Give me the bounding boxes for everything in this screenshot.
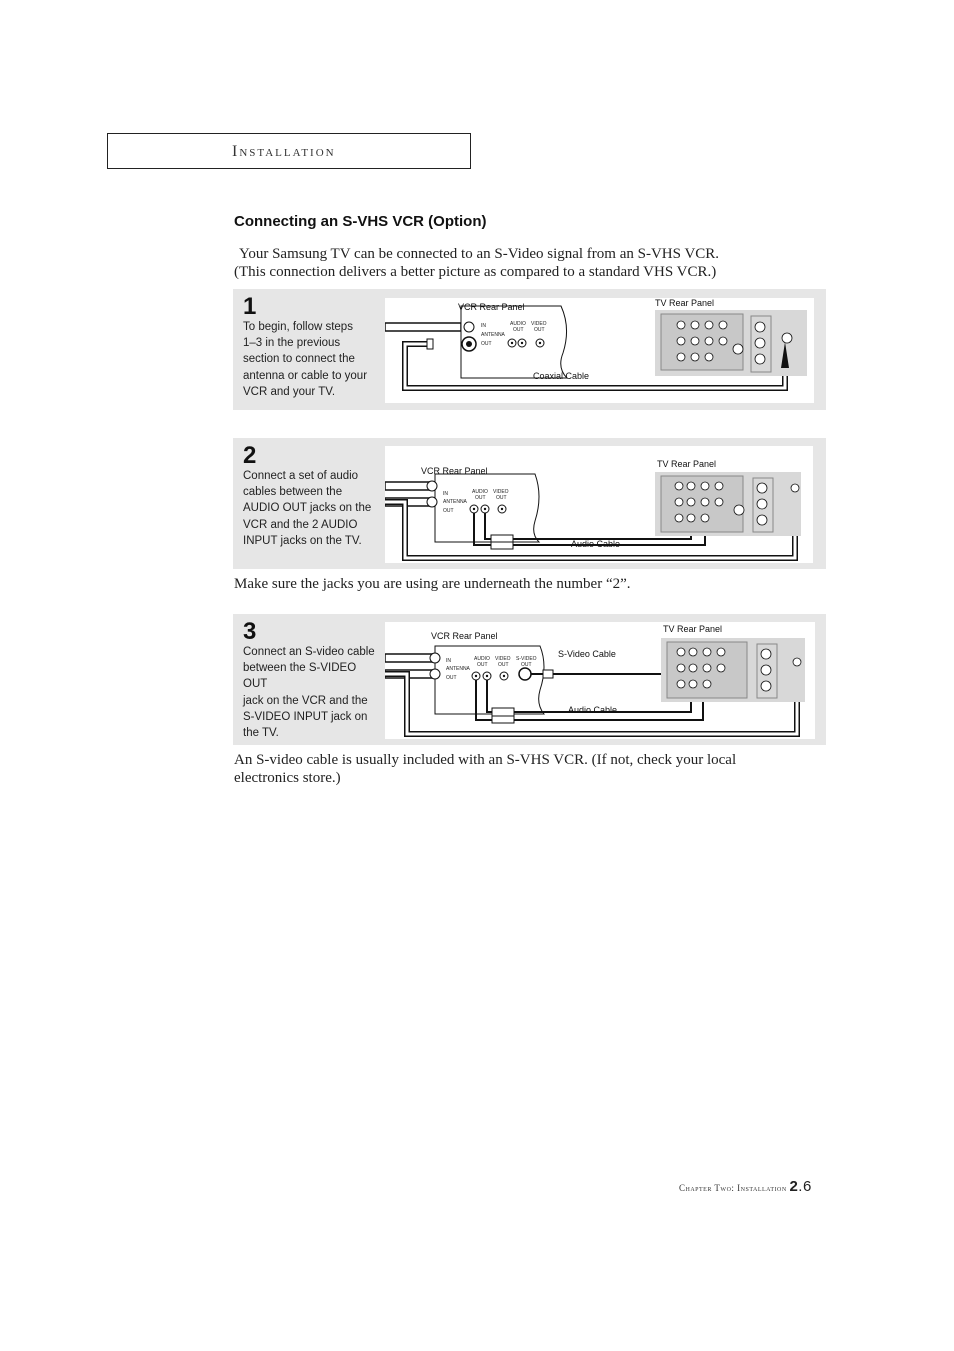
step-3-vcr-label: VCR Rear Panel — [431, 631, 498, 641]
step-3-line: jack on the VCR and the — [243, 694, 368, 707]
step-1-cable-label: Coaxial Cable — [533, 371, 590, 381]
step-3-svideo-cable-label: S-Video Cable — [558, 649, 616, 659]
step-3-line: Connect an S-video cable — [243, 646, 375, 658]
jack-label: OUT — [513, 327, 524, 333]
step-3-line: the TV. — [243, 727, 279, 740]
jack-label: IN — [446, 658, 451, 664]
section-header-box — [107, 133, 471, 169]
jack-label: VIDEO — [531, 321, 547, 327]
jack-label: OUT — [481, 341, 492, 347]
step-3-text — [243, 644, 383, 741]
jack-label: OUT — [443, 508, 454, 514]
step-3-line: between the S-VIDEO OUT — [243, 662, 357, 691]
step-1-diagram — [385, 298, 814, 403]
step-3-cable-label: Audio Cable — [568, 705, 618, 715]
step-1-tv-label: TV Rear Panel — [655, 298, 715, 308]
step-1-line: section to connect the — [243, 353, 355, 366]
jack-label: IN — [481, 323, 486, 329]
step-3-number: 3 — [243, 618, 257, 645]
step-2-number: 2 — [243, 442, 257, 469]
footer-page-major: 2 — [789, 1178, 799, 1195]
intro-paragraph — [234, 245, 824, 281]
footer-chapter: Chapter Two: Installation — [679, 1183, 787, 1193]
jack-label: OUT — [534, 327, 545, 333]
jack-label: OUT — [477, 662, 488, 668]
step-1-line: To begin, follow steps — [243, 321, 353, 333]
step-2-line: AUDIO OUT jacks on the — [243, 502, 372, 515]
page-footer — [679, 1178, 812, 1195]
jack-label: OUT — [521, 662, 532, 668]
jack-label: OUT — [496, 495, 507, 501]
step-3-diagram — [385, 622, 815, 739]
step-2-text — [243, 468, 383, 549]
step-3-tv-label: TV Rear Panel — [663, 624, 723, 634]
jack-label: ANTENNA — [443, 499, 467, 505]
jack-label: AUDIO — [510, 321, 526, 327]
step-3-panel — [233, 614, 826, 745]
jack-label: AUDIO — [472, 489, 488, 495]
step-2-line: Connect a set of audio — [243, 470, 359, 482]
step-3-line: S-VIDEO INPUT jack on — [243, 710, 368, 723]
step-1-line: 1–3 in the previous — [243, 337, 341, 350]
jack-label: VIDEO — [493, 489, 509, 495]
step-2-diagram — [385, 446, 813, 563]
intro-line-1: Your Samsung TV can be connected to an S-Video signal from an S-VHS VCR. — [239, 246, 720, 262]
step-1-vcr-label: VCR Rear Panel — [458, 302, 525, 312]
step-2-panel — [233, 438, 826, 569]
step-2-cable-label: Audio Cable — [571, 539, 621, 549]
note-after-step-3 — [234, 751, 824, 787]
jack-label: OUT — [446, 675, 457, 681]
footer-page-number — [789, 1178, 811, 1195]
jack-label: ANTENNA — [481, 332, 505, 338]
note-after-step-2: Make sure the jacks you are using are underneath the number “2”. — [234, 576, 631, 592]
footer-page-minor: .6 — [798, 1178, 812, 1195]
step-2-line: cables between the — [243, 486, 343, 499]
note-line-1: An S-video cable is usually included with an S-VHS VCR. (If not, check your local — [234, 752, 737, 768]
jack-label: IN — [443, 491, 448, 497]
step-2-line: INPUT jacks on the TV. — [243, 534, 362, 547]
step-2-vcr-label: VCR Rear Panel — [421, 466, 488, 476]
jack-label: VIDEO — [495, 656, 511, 662]
step-1-line: VCR and your TV. — [243, 385, 336, 398]
step-1-number: 1 — [243, 293, 257, 320]
jack-label: AUDIO — [474, 656, 490, 662]
jack-label: S-VIDEO — [516, 656, 537, 662]
step-1-line: antenna or cable to your — [243, 369, 368, 382]
jack-label: OUT — [498, 662, 509, 668]
step-2-line: VCR and the 2 AUDIO — [243, 518, 358, 531]
note-line-2: electronics store.) — [234, 770, 341, 786]
page-title: Connecting an S-VHS VCR (Option) — [234, 213, 487, 230]
section-header-title: Installation — [232, 143, 336, 160]
step-1-panel — [233, 289, 826, 410]
step-2-tv-label: TV Rear Panel — [657, 459, 717, 469]
jack-label: OUT — [475, 495, 486, 501]
intro-line-2: (This connection delivers a better picture as compared to a standard VHS VCR.) — [234, 264, 717, 280]
step-1-text — [243, 319, 383, 400]
jack-label: ANTENNA — [446, 666, 470, 672]
